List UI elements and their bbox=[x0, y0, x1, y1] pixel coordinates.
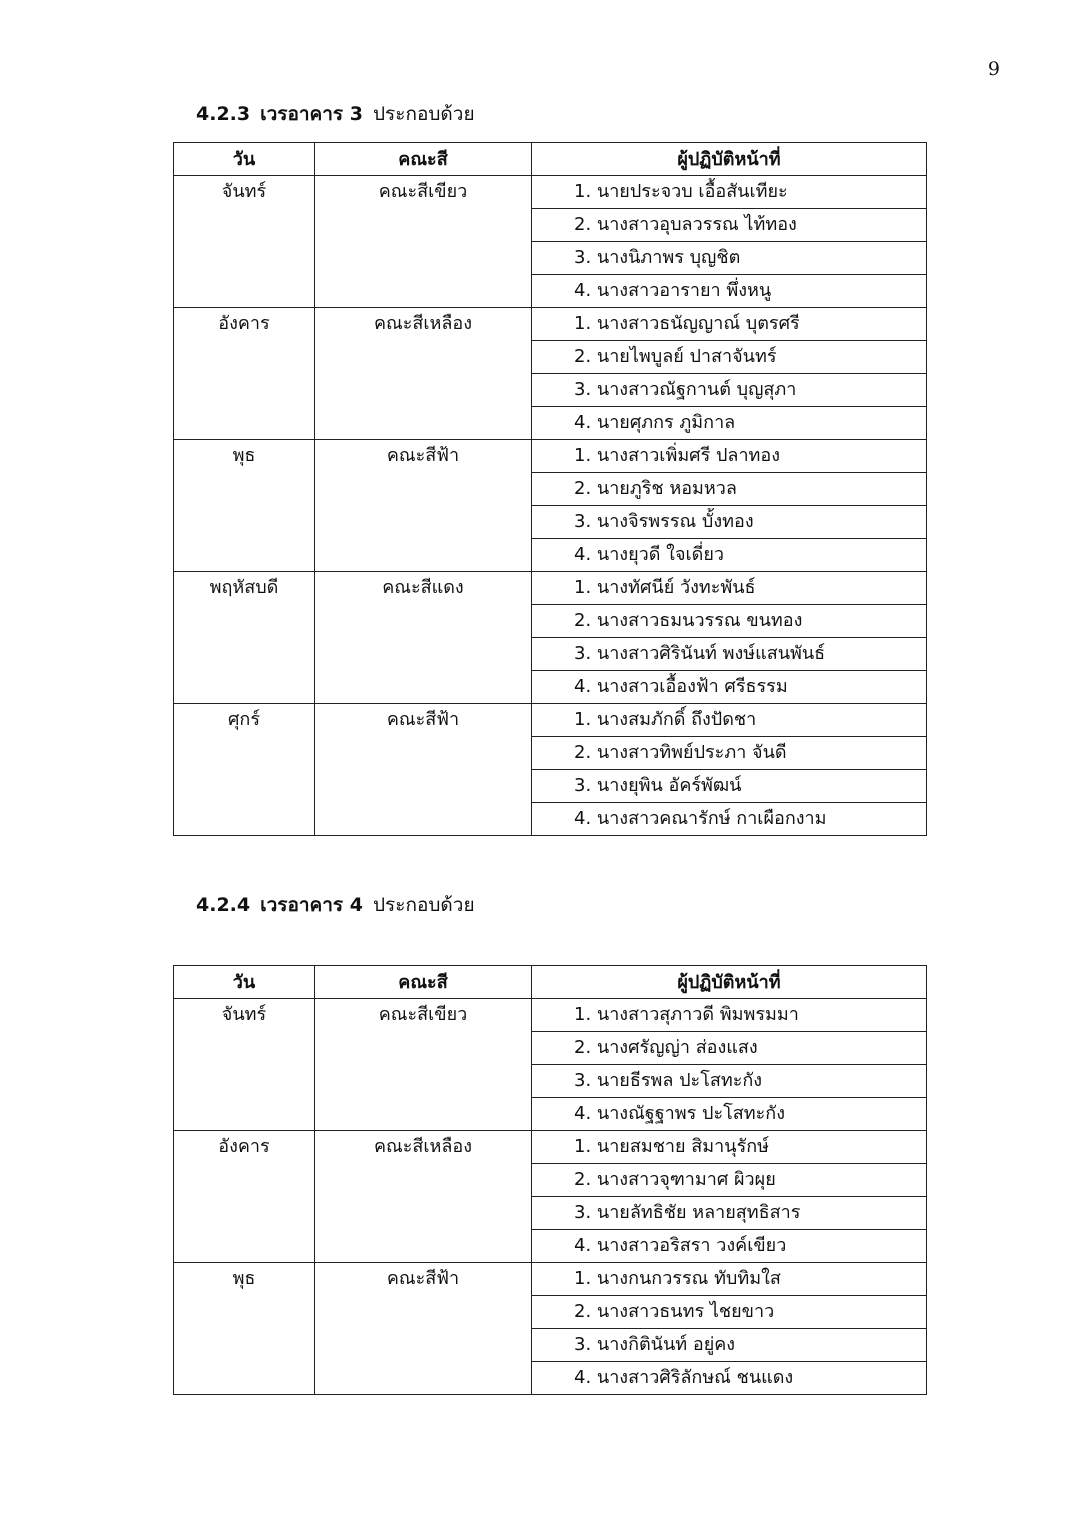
team-cell: คณะสีฟ้า bbox=[315, 440, 532, 572]
person-cell: 2. นางสาวทิพย์ประภา จันดี bbox=[532, 737, 927, 770]
person-cell: 1. นายสมชาย สิมานุรักษ์ bbox=[532, 1131, 927, 1164]
table-row bbox=[174, 1131, 927, 1164]
table-row bbox=[174, 1263, 927, 1296]
table-row bbox=[174, 176, 927, 209]
section-title: เวรอาคาร 3 bbox=[260, 103, 363, 125]
person-cell: 3. นางสาวณัฐกานต์ บุญสุภา bbox=[532, 374, 927, 407]
table-row bbox=[174, 308, 927, 341]
day-cell: ศุกร์ bbox=[174, 704, 315, 836]
day-cell: พฤหัสบดี bbox=[174, 572, 315, 704]
person-cell: 3. นายธีรพล ปะโสทะกัง bbox=[532, 1065, 927, 1098]
team-cell: คณะสีแดง bbox=[315, 572, 532, 704]
section-suffix: ประกอบด้วย bbox=[372, 894, 475, 916]
person-cell: 2. นายภูริช หอมหวล bbox=[532, 473, 927, 506]
team-cell: คณะสีเหลือง bbox=[315, 1131, 532, 1263]
person-cell: 4. นางยุวดี ใจเดี่ยว bbox=[532, 539, 927, 572]
team-cell: คณะสีเหลือง bbox=[315, 308, 532, 440]
day-cell: พุธ bbox=[174, 1263, 315, 1395]
person-cell: 1. นางกนกวรรณ ทับทิมใส bbox=[532, 1263, 927, 1296]
page-number: 9 bbox=[987, 58, 1000, 80]
day-cell: พุธ bbox=[174, 440, 315, 572]
table-header-row bbox=[174, 143, 927, 176]
person-cell: 1. นางสาวสุภาวดี พิมพรมมา bbox=[532, 999, 927, 1032]
person-cell: 3. นางกิตินันท์ อยู่คง bbox=[532, 1329, 927, 1362]
day-cell: อังคาร bbox=[174, 308, 315, 440]
header-team: คณะสี bbox=[315, 966, 532, 999]
section-heading-4-2-4 bbox=[196, 890, 475, 920]
person-cell: 3. นางสาวศิรินันท์ พงษ์แสนพันธ์ bbox=[532, 638, 927, 671]
person-cell: 4. นางสาวเอื้องฟ้า ศรีธรรม bbox=[532, 671, 927, 704]
day-cell: อังคาร bbox=[174, 1131, 315, 1263]
table-row bbox=[174, 704, 927, 737]
person-cell: 1. นางสาวเพิ่มศรี ปลาทอง bbox=[532, 440, 927, 473]
person-cell: 4. นางสาวคณารักษ์ กาเผือกงาม bbox=[532, 803, 927, 836]
duty-table-building-4 bbox=[173, 965, 927, 1395]
table-row bbox=[174, 440, 927, 473]
section-heading-4-2-3 bbox=[196, 99, 475, 129]
day-cell: จันทร์ bbox=[174, 176, 315, 308]
person-cell: 1. นางสาวธนัญญาณ์ บุตรศรี bbox=[532, 308, 927, 341]
header-person: ผู้ปฏิบัติหน้าที่ bbox=[532, 966, 927, 999]
person-cell: 4. นางสาวศิริลักษณ์ ชนแดง bbox=[532, 1362, 927, 1395]
team-cell: คณะสีเขียว bbox=[315, 176, 532, 308]
person-cell: 2. นางสาวธมนวรรณ ขนทอง bbox=[532, 605, 927, 638]
team-cell: คณะสีเขียว bbox=[315, 999, 532, 1131]
person-cell: 2. นางสาวธนทร ไชยขาว bbox=[532, 1296, 927, 1329]
person-cell: 4. นางสาวอารายา พึ่งหนู bbox=[532, 275, 927, 308]
section-suffix: ประกอบด้วย bbox=[372, 103, 475, 125]
person-cell: 2. นางสาวอุบลวรรณ ไท้ทอง bbox=[532, 209, 927, 242]
person-cell: 2. นายไพบูลย์ ปาสาจันทร์ bbox=[532, 341, 927, 374]
table-header-row bbox=[174, 966, 927, 999]
person-cell: 2. นางสาวจุฑามาศ ผิวผุย bbox=[532, 1164, 927, 1197]
person-cell: 4. นายศุภกร ภูมิกาล bbox=[532, 407, 927, 440]
section-title: เวรอาคาร 4 bbox=[260, 894, 363, 916]
header-person: ผู้ปฏิบัติหน้าที่ bbox=[532, 143, 927, 176]
person-cell: 3. นางจิรพรรณ บั้งทอง bbox=[532, 506, 927, 539]
person-cell: 1. นางสมภักดิ์ ถึงปัดชา bbox=[532, 704, 927, 737]
person-cell: 3. นายลัทธิชัย หลายสุทธิสาร bbox=[532, 1197, 927, 1230]
person-cell: 3. นางยุพิน อัคร์พัฒน์ bbox=[532, 770, 927, 803]
duty-table-building-3 bbox=[173, 142, 927, 836]
section-number: 4.2.3 bbox=[196, 103, 251, 125]
person-cell: 1. นายประจวบ เอื้อสันเทียะ bbox=[532, 176, 927, 209]
team-cell: คณะสีฟ้า bbox=[315, 704, 532, 836]
team-cell: คณะสีฟ้า bbox=[315, 1263, 532, 1395]
table-row bbox=[174, 999, 927, 1032]
person-cell: 4. นางสาวอริสรา วงค์เขียว bbox=[532, 1230, 927, 1263]
person-cell: 4. นางณัฐฐาพร ปะโสทะกัง bbox=[532, 1098, 927, 1131]
section-number: 4.2.4 bbox=[196, 894, 251, 916]
header-day: วัน bbox=[174, 143, 315, 176]
table-row bbox=[174, 572, 927, 605]
header-team: คณะสี bbox=[315, 143, 532, 176]
person-cell: 2. นางศรัญญ่า ส่องแสง bbox=[532, 1032, 927, 1065]
header-day: วัน bbox=[174, 966, 315, 999]
person-cell: 1. นางทัศนีย์ วังทะพันธ์ bbox=[532, 572, 927, 605]
person-cell: 3. นางนิภาพร บุญชิต bbox=[532, 242, 927, 275]
day-cell: จันทร์ bbox=[174, 999, 315, 1131]
